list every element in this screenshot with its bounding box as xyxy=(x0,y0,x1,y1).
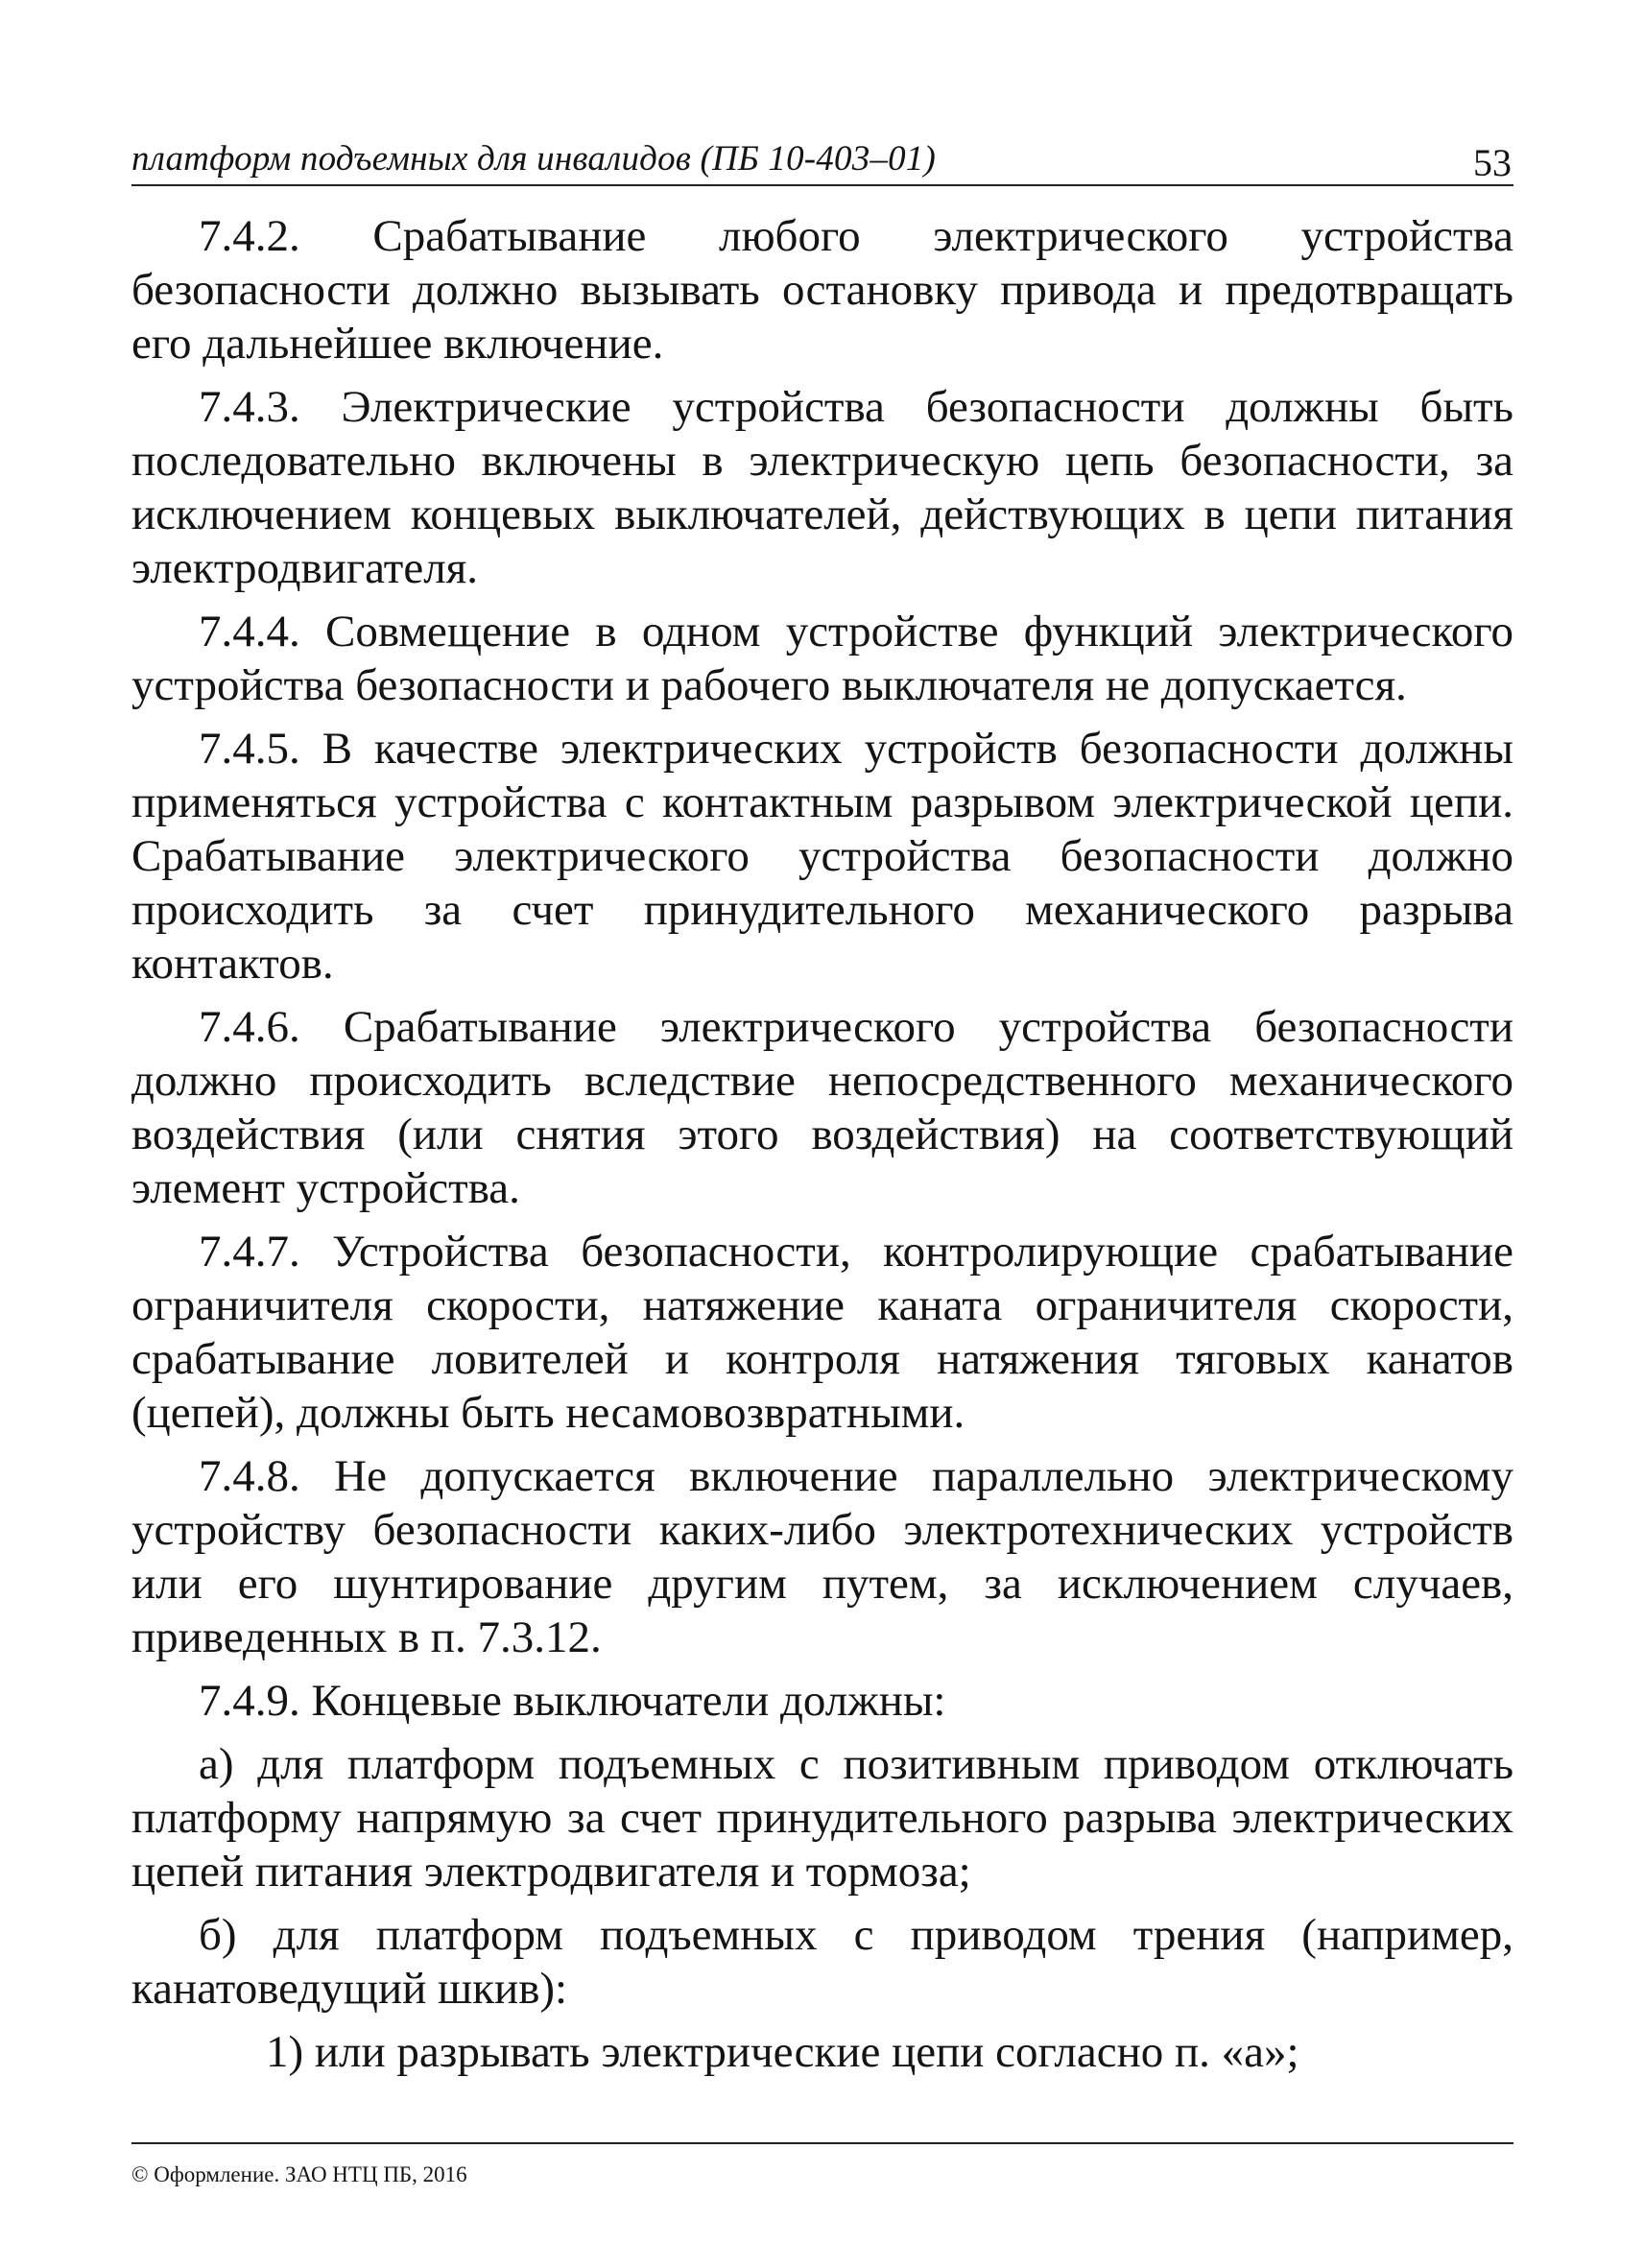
paragraph-7-4-4: 7.4.4. Совмещение в одном устройстве функций электрического устройства безопасности и рабочего выключателя не допускается. xyxy=(131,607,1513,710)
paragraph-7-4-6: 7.4.6. Срабатывание электрического устройства безопасности должно происходить вследствие непосредственного механического воздействия (или снятия этого воздействия) на соответствующий элемент устройства. xyxy=(131,1002,1513,1213)
list-item-a: а) для платформ подъемных с позитивным приводом отключать платформу напрямую за счет принудительного разрыва электрических цепей питания электродвигателя и тормоза; xyxy=(131,1739,1513,1897)
page-number: 53 xyxy=(1473,141,1512,184)
list-item-b: б) для платформ подъемных с приводом трения (например, канатоведущий шкив): xyxy=(131,1910,1513,2014)
paragraph-7-4-3: 7.4.3. Электрические устройства безопасности должны быть последовательно включены в электрическую цепь безопасности, за исключением концевых выключателей, действующих в цепи питания электродвигателя. xyxy=(131,382,1513,593)
paragraph-7-4-5: 7.4.5. В качестве электрических устройств безопасности должны применяться устройства с контактным разрывом электрической цепи. Срабатывание электрического устройства безопасности должно происходить за счет принудительного механического разрыва контактов. xyxy=(131,724,1513,989)
footer-divider xyxy=(131,2142,1513,2144)
body-text xyxy=(131,209,1513,2079)
page-header xyxy=(131,140,1513,186)
paragraph-7-4-9: 7.4.9. Концевые выключатели должны: xyxy=(199,1676,946,1726)
paragraph-7-4-8: 7.4.8. Не допускается включение параллельно электрическому устройству безопасности каких-либо электротехнических устройств или его шунтирование другим путем, за исключением случаев, приведенных в п. 7.3.12. xyxy=(131,1451,1513,1662)
list-item-b-1: 1) или разрывать электрические цепи согласно п. «а»; xyxy=(266,2027,1299,2077)
running-title: платформ подъемных для инвалидов (ПБ 10-403–01) xyxy=(131,139,937,179)
footer-copyright: © Оформление. ЗАО НТЦ ПБ, 2016 xyxy=(131,2162,467,2186)
paragraph-7-4-7: 7.4.7. Устройства безопасности, контролирующие срабатывание ограничителя скорости, натяжение каната ограничителя скорости, срабатывание ловителей и контроля натяжения тяговых канатов (цепей), должны быть несамовозвратными. xyxy=(131,1227,1513,1438)
paragraph-7-4-2: 7.4.2. Срабатывание любого электрического устройства безопасности должно вызывать остановку привода и предотвращать его дальнейшее включение. xyxy=(131,211,1513,369)
